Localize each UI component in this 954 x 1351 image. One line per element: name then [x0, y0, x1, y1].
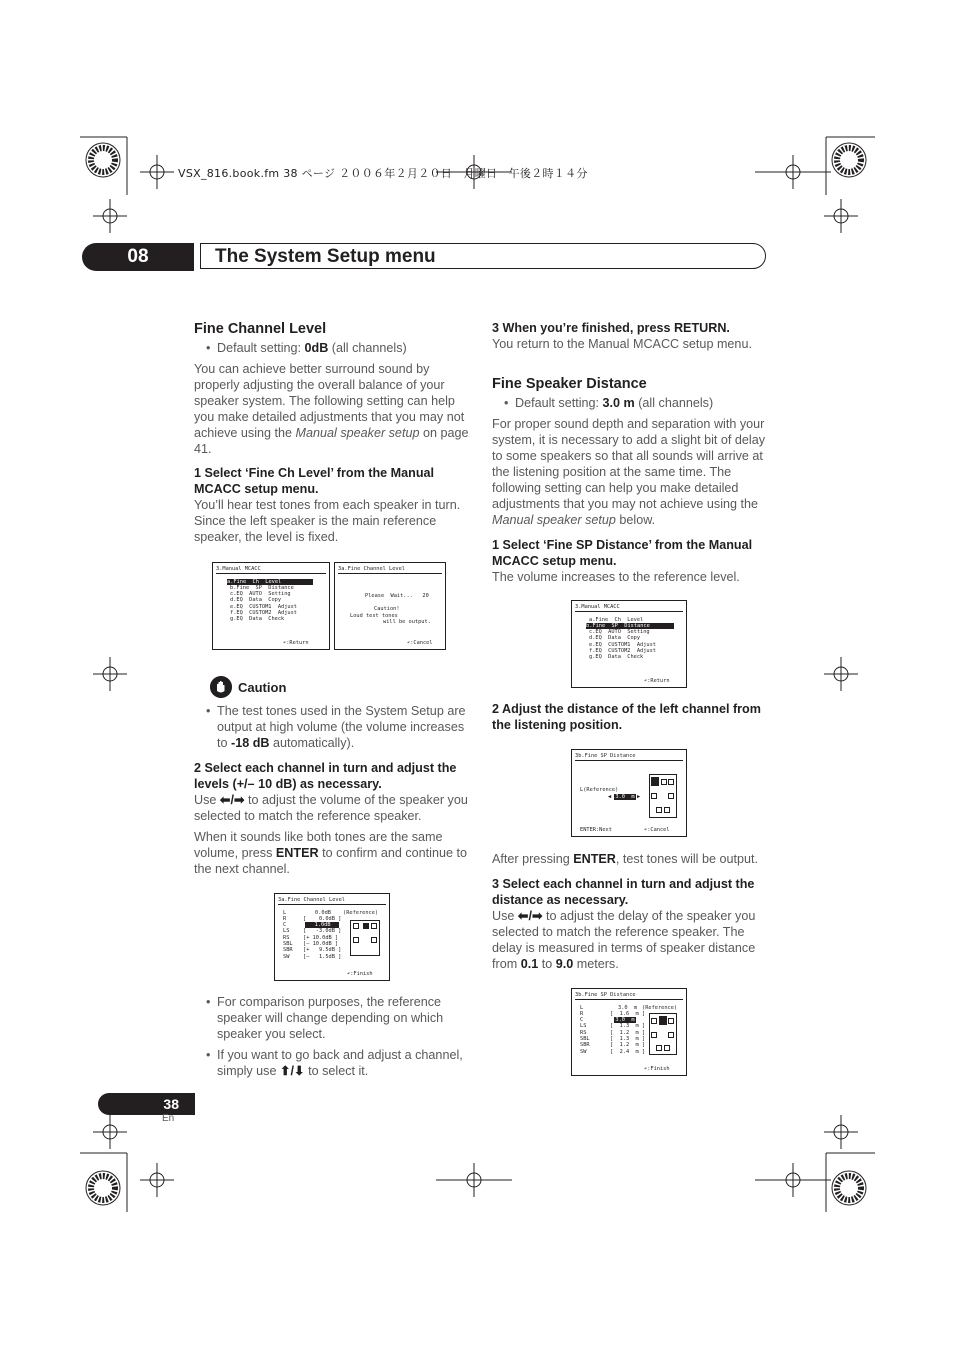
caution-label: Caution	[238, 680, 287, 695]
arrow-right-icon: ▶	[637, 794, 641, 800]
screen-please-wait	[334, 562, 446, 650]
speaker-icon	[668, 779, 674, 785]
menu-item: f.EQ CUSTOM2 Adjust	[230, 610, 297, 616]
menu-item: a.Fine Ch Level	[227, 579, 313, 585]
menu-item: g.EQ Data Check	[230, 616, 285, 622]
channel-label: RS	[283, 935, 290, 941]
step-1-body: You’ll hear test tones from each speaker in turn. Since the left speaker is the main reference speaker, the level is fixed.	[194, 498, 461, 544]
screen-fine-channel-level	[274, 893, 390, 981]
speaker-icon	[371, 937, 377, 943]
channel-value-selected: 3.0 m	[615, 1017, 635, 1023]
enter-next-label: ENTER:Next	[580, 827, 612, 833]
left-column-middle	[194, 703, 469, 877]
step-3-adjust-heading: 3 Select each channel in turn and adjust the distance as necessary.	[492, 877, 755, 907]
screen-fine-sp-distance-all	[571, 988, 687, 1076]
section-heading-fine-speaker-distance: Fine Speaker Distance	[492, 376, 647, 392]
channel-value: [– 10.0dB ]	[303, 941, 339, 947]
step-3-adjust-body: Use ⬅/➡ to adjust the delay of the speaker you selected to match the reference speaker. The delay is measured in terms of speaker distance from 0.1 to 9.0 meters.	[492, 909, 756, 971]
menu-item: d.EQ Data Copy	[230, 597, 282, 603]
screen-footer: ↶:Return	[644, 678, 670, 684]
channel-label: R	[283, 916, 287, 922]
channel-label: L(Reference)	[580, 787, 619, 793]
channel-value-selected: 1.0dB	[305, 922, 339, 928]
speaker-icon	[651, 777, 659, 786]
right-column-top	[492, 320, 767, 585]
screen-manual-mcacc-menu-distance	[571, 600, 687, 688]
caution-bullet: • The test tones used in the System Setup are output at high volume (the volume increases to -18 dB automatically).	[194, 703, 469, 751]
screen-title: 3.Manual MCACC	[575, 604, 683, 612]
arrow-left-icon: ◀	[608, 794, 612, 800]
intro-paragraph: For proper sound depth and separation with your system, it is necessary to add a slight bit of delay to some speakers so that all sounds will arrive at the listening position at the same time. The following setting can help you make detailed adjustments that you may not achieve using the Manual speaker setup below.	[492, 417, 765, 527]
channel-label: C	[283, 922, 287, 928]
channel-label: SBR	[580, 1042, 590, 1048]
step-1-heading: 1 Select ‘Fine Ch Level’ from the Manual MCACC setup menu.	[194, 466, 435, 496]
step-2-heading: 2 Select each channel in turn and adjust the levels (+/– 10 dB) as necessary.	[194, 761, 457, 791]
menu-item: b.Fine SP Distance	[586, 623, 674, 629]
step-3-body: You return to the Manual MCACC setup menu.	[492, 337, 752, 351]
screen-footer: ↶:Cancel	[644, 827, 670, 833]
comparison-bullet: • For comparison purposes, the reference speaker will change depending on which speaker you select.	[194, 994, 469, 1042]
channel-label: SW	[283, 954, 290, 960]
screen-footer: ↶:Cancel	[407, 640, 433, 646]
channel-label: C	[580, 1017, 584, 1023]
channel-label: SBR	[283, 947, 293, 953]
reference-label: (Reference)	[343, 910, 379, 916]
menu-item: f.EQ CUSTOM2 Adjust	[589, 648, 656, 654]
menu-item: c.EQ AUTO Setting	[589, 629, 650, 635]
speaker-icon	[659, 1016, 667, 1025]
speaker-icon	[353, 937, 359, 943]
channel-value: [ 2.4 m ]	[610, 1049, 646, 1055]
speaker-icon	[664, 1045, 670, 1051]
screen-title: 3.Manual MCACC	[216, 566, 326, 574]
default-setting: • Default setting: 0dB (all channels)	[194, 340, 469, 356]
menu-item: c.EQ AUTO Setting	[230, 591, 291, 597]
speaker-icon	[668, 1018, 674, 1024]
chapter-number: 08	[82, 243, 194, 271]
speaker-icon	[651, 793, 657, 799]
screen-title: 3b.Fine SP Distance	[575, 753, 683, 761]
wait-line: Please Wait... 20	[365, 593, 429, 599]
menu-item: e.EQ CUSTOM1 Adjust	[230, 604, 297, 610]
screen-manual-mcacc-menu	[212, 562, 330, 650]
channel-label: R	[580, 1011, 584, 1017]
channel-label: L	[283, 910, 287, 916]
left-column-top	[194, 321, 469, 545]
speaker-icon	[363, 923, 369, 929]
menu-item: e.EQ CUSTOM1 Adjust	[589, 642, 656, 648]
distance-value: 3.0 m	[615, 794, 635, 800]
channel-value: 0.0dB	[315, 910, 331, 916]
step-2-heading: 2 Adjust the distance of the left channel from the listening position.	[492, 702, 761, 732]
channel-value: [ 1.3 m ]	[610, 1036, 646, 1042]
channel-value: [ -3.0dB ]	[303, 928, 342, 934]
step-2-enter-body: When it sounds like both tones are the same volume, press ENTER to confirm and continue to the next channel.	[194, 830, 467, 876]
screen-footer: ↶:Finish	[644, 1066, 670, 1072]
speaker-icon	[656, 1045, 662, 1051]
channel-value: [+ 9.5dB ]	[303, 947, 342, 953]
section-heading-fine-channel-level: Fine Channel Level	[194, 321, 327, 337]
step-1-heading: 1 Select ‘Fine SP Distance’ from the Manual MCACC setup menu.	[492, 538, 753, 568]
screen-title: 3b.Fine SP Distance	[575, 992, 683, 1000]
screen-title: 3a.Fine Channel Level	[338, 566, 442, 574]
channel-value: [ 1.2 m ]	[610, 1042, 646, 1048]
menu-item: a.Fine Ch Level	[589, 617, 644, 623]
channel-value: [ 1.3 m ]	[610, 1023, 646, 1029]
speaker-icon	[371, 923, 377, 929]
speaker-icon	[664, 807, 670, 813]
default-setting: • Default setting: 3.0 m (all channels)	[492, 395, 767, 411]
wait-line: will be output.	[383, 619, 431, 625]
speaker-icon	[656, 807, 662, 813]
channel-label: SBL	[580, 1036, 590, 1042]
channel-label: RS	[580, 1030, 587, 1036]
screen-footer: ↶:Return	[283, 640, 309, 646]
screen-title: 3a.Fine Channel Level	[278, 897, 386, 905]
channel-value: [ 1.2 m ]	[610, 1030, 646, 1036]
step-3-heading: 3 When you’re finished, press RETURN.	[492, 321, 730, 335]
speaker-icon	[661, 779, 667, 785]
speaker-icon	[668, 1032, 674, 1038]
channel-value: 3.0 m	[618, 1005, 638, 1011]
menu-item: b.Fine SP Distance	[230, 585, 294, 591]
channel-value: [– 1.5dB ]	[303, 954, 342, 960]
page-language: En	[162, 1113, 175, 1124]
channel-label: L	[580, 1005, 584, 1011]
caution-hand-icon	[210, 676, 232, 698]
reference-label: (Reference)	[642, 1005, 678, 1011]
step-2-body: Use ⬅/➡ to adjust the volume of the speaker you selected to match the reference speaker.	[194, 793, 468, 823]
channel-label: LS	[283, 928, 290, 934]
channel-value: [ 0.0dB ]	[303, 916, 342, 922]
right-column-bottom	[492, 851, 767, 972]
screen-footer: ↶:Finish	[347, 971, 373, 977]
screen-fine-sp-distance-left	[571, 749, 687, 837]
channel-label: SW	[580, 1049, 587, 1055]
speaker-icon	[651, 1032, 657, 1038]
right-column-step-2	[492, 701, 767, 733]
channel-label: SBL	[283, 941, 293, 947]
left-column-bottom	[194, 994, 469, 1079]
menu-item: g.EQ Data Check	[589, 654, 644, 660]
wait-line: Caution!	[374, 606, 400, 612]
speaker-icon	[651, 1018, 657, 1024]
step-1-body: The volume increases to the reference level.	[492, 570, 740, 584]
menu-item: d.EQ Data Copy	[589, 635, 641, 641]
speaker-icon	[668, 793, 674, 799]
channel-label: LS	[580, 1023, 587, 1029]
channel-value: [ 1.6 m ]	[610, 1011, 646, 1017]
print-info: VSX_816.book.fm 38 ページ ２００６年２月２０日 月曜日 午後２時１４分	[178, 167, 588, 180]
page-number: 38	[98, 1093, 195, 1115]
speaker-icon	[353, 923, 359, 929]
chapter-title: The System Setup menu	[200, 243, 766, 269]
intro-paragraph: You can achieve better surround sound by properly adjusting the overall balance of your speaker system. The following setting can help you make detailed adjustments that you may not achieve using the Manual speaker setup on page 41.	[194, 362, 469, 456]
channel-value: [+ 10.0dB ]	[303, 935, 339, 941]
after-enter-text: After pressing ENTER, test tones will be output.	[492, 852, 759, 866]
wait-line: Loud test tones	[350, 613, 398, 619]
go-back-bullet: • If you want to go back and adjust a channel, simply use ⬆/⬇ to select it.	[194, 1047, 469, 1079]
